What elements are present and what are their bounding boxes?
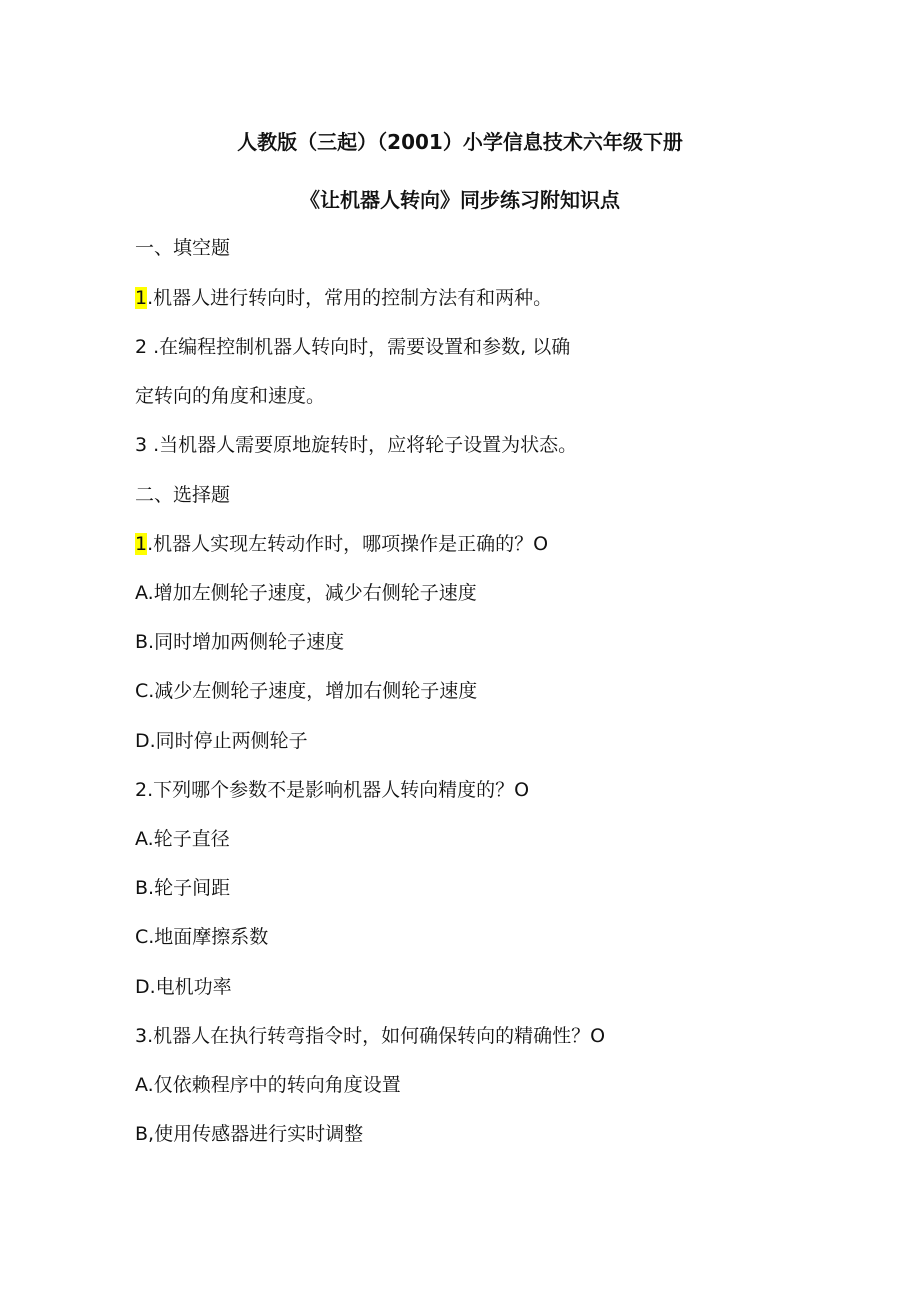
highlighted-number: 1 [135, 533, 148, 555]
fill-question-2-line-2: 定转向的角度和速度。 [135, 385, 326, 407]
choice-question-2: 2.下列哪个参数不是影响机器人转向精度的？O [135, 779, 530, 801]
choice-option: D.电机功率 [135, 976, 232, 998]
choice-option: B.同时增加两侧轮子速度 [135, 631, 345, 653]
section-heading-fill-blank: 一、填空题 [135, 237, 231, 259]
choice-option: A.轮子直径 [135, 828, 230, 850]
highlighted-number: 1 [135, 287, 148, 309]
choice-option: D.同时停止两侧轮子 [135, 730, 308, 752]
choice-option: B,使用传感器进行实时调整 [135, 1123, 364, 1145]
section-heading-choice: 二、选择题 [135, 484, 231, 506]
choice-option: A.仅依赖程序中的转向角度设置 [135, 1074, 401, 1096]
choice-option: C.地面摩擦系数 [135, 926, 269, 948]
fill-question-3: 3 .当机器人需要原地旋转时，应将轮子设置为状态。 [135, 434, 578, 456]
choice-option: A.增加左侧轮子速度，减少右侧轮子速度 [135, 582, 477, 604]
fill-question-2-line-1: 2 .在编程控制机器人转向时，需要设置和参数, 以确 [135, 336, 571, 358]
question-text: .机器人进行转向时，常用的控制方法有和两种。 [147, 287, 553, 309]
choice-question-3: 3.机器人在执行转弯指令时，如何确保转向的精确性？O [135, 1025, 606, 1047]
document-subtitle: 《让机器人转向》同步练习附知识点 [300, 188, 620, 212]
document-title: 人教版（三起）（2001）小学信息技术六年级下册 [237, 130, 683, 154]
choice-option: B.轮子间距 [135, 877, 231, 899]
choice-question-1 [135, 532, 548, 556]
choice-option: C.减少左侧轮子速度，增加右侧轮子速度 [135, 680, 478, 702]
question-text: .机器人实现左转动作时，哪项操作是正确的？O [147, 533, 549, 555]
fill-question-1 [135, 286, 552, 310]
